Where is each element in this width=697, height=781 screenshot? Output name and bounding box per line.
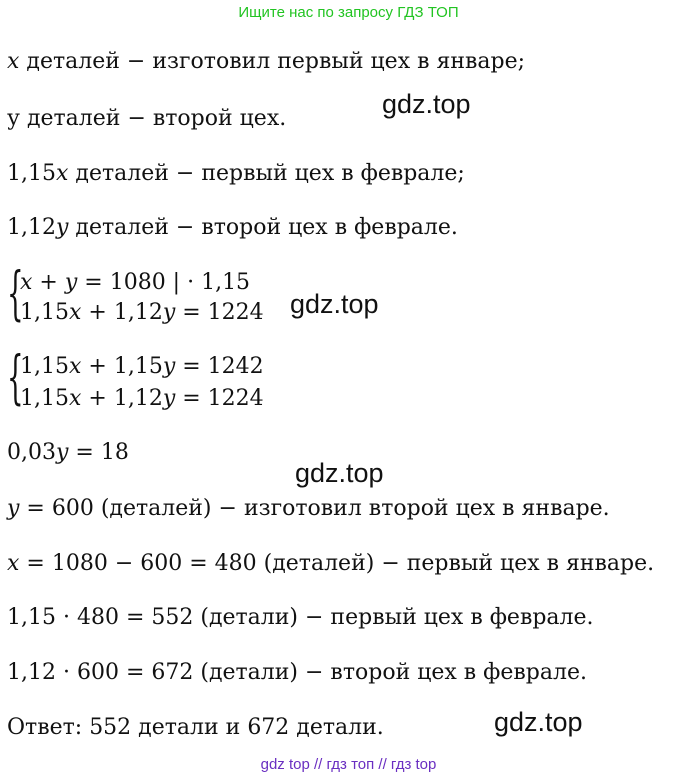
answer-text: Ответ: 552 детали и 672 детали. [7,715,384,740]
line-text: = 600 (деталей) − изготовил второй цех в январе. [19,496,610,521]
coef: 1,15 [20,386,69,411]
line-text: деталей − изготовил первый цех в январе; [19,49,526,74]
var-y: y [55,215,69,240]
rhs: = 1242 [175,354,264,379]
brace-icon: { [7,343,24,411]
line-text: 1,12 · 600 = 672 (детали) − второй цех в феврале. [7,660,587,685]
line-text: 1,15 · 480 = 552 (детали) − первый цех в феврале. [7,605,594,630]
line-text: деталей − второй цех в феврале. [68,215,458,240]
op: + 1,12 [81,300,163,325]
line-x-result [7,550,654,578]
coef: 1,15 [20,300,69,325]
line-second-february [7,659,587,687]
line-text: = 1080 − 600 = 480 (деталей) − первый цех в январе. [19,551,655,576]
var-y: y [162,354,176,379]
line-y-february [7,214,458,242]
rhs: = 1224 [175,300,264,325]
var-y: y [162,300,176,325]
op: + [32,270,65,295]
line-003y [7,439,129,467]
coef: 1,12 [7,215,56,240]
watermark: gdz.top [290,289,379,319]
line-y-second-shop [7,105,286,133]
line-first-february [7,604,594,632]
var-x: x [68,354,82,379]
line-text: деталей − первый цех в феврале; [68,161,465,186]
coef: 1,15 [20,354,69,379]
watermark: gdz.top [494,707,583,737]
line-y-result [7,495,610,523]
coef: 1,15 [7,161,56,186]
var-y: y [162,386,176,411]
coef: 0,03 [7,440,56,465]
var-y: y [55,440,69,465]
var-x: x [7,49,20,74]
line-x-february [7,160,465,188]
answer-line [7,714,384,742]
op: + 1,15 [81,354,163,379]
var-x: x [68,300,82,325]
var-y: y [7,496,20,521]
promo-header: Ищите нас по запросу ГДЗ ТОП [238,4,459,21]
line-text: = 18 [68,440,129,465]
watermark: gdz.top [295,458,384,488]
var-y: y [64,270,78,295]
system-row [20,270,250,296]
var-x: x [55,161,69,186]
op: + 1,12 [81,386,163,411]
system-row [20,354,264,380]
system-row [20,386,264,412]
footer-links: gdz top // гдз топ // гдз top [260,756,437,773]
rhs: = 1224 [175,386,264,411]
var-x: x [20,270,33,295]
line-x-january [7,48,525,76]
var-x: x [68,386,82,411]
var-x: x [7,551,20,576]
line-text: у деталей − второй цех. [7,106,287,131]
rhs: = 1080 | · 1,15 [77,270,251,295]
system-row [20,300,264,326]
brace-icon: { [7,259,24,327]
watermark: gdz.top [382,89,471,119]
